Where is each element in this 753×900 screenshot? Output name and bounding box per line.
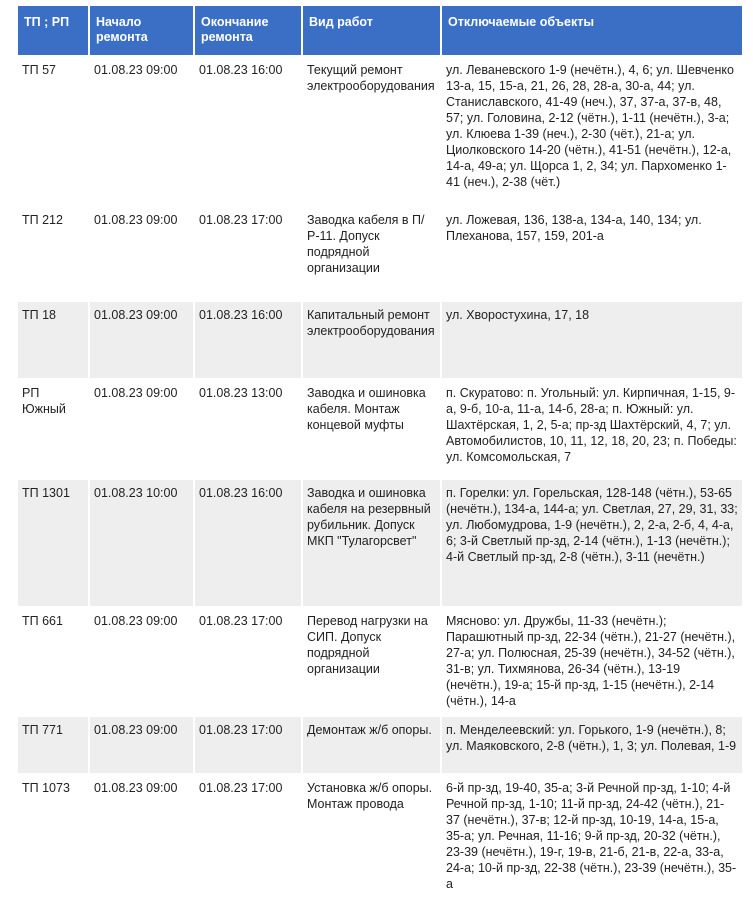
cell-end: 01.08.23 17:00 xyxy=(195,207,301,300)
cell-end: 01.08.23 13:00 xyxy=(195,380,301,478)
table-header xyxy=(18,6,742,55)
cell-start: 01.08.23 09:00 xyxy=(90,717,193,773)
cell-start: 01.08.23 10:00 xyxy=(90,480,193,606)
cell-objects: п. Горелки: ул. Горельская, 128-148 (чётн.), 53-65 (нечётн.), 134-а, 144-а; ул. Светлая, 27, 29, 31, 33; ул. Любомудрова, 1-9 (нечётн.), 2, 2-а, 2-б, 4, 4-а, 6; 3-й Светлый пр-зд, 2-14 (чётн.), 1-13 (нечётн.); 4-й Светлый пр-зд, 2-8 (чётн.), 3-11 (нечётн.) xyxy=(442,480,742,606)
table-row xyxy=(18,480,742,606)
cell-end: 01.08.23 16:00 xyxy=(195,57,301,205)
outage-schedule-table xyxy=(16,4,744,900)
cell-objects: ул. Ложевая, 136, 138-а, 134-а, 140, 134; ул. Плеханова, 157, 159, 201-а xyxy=(442,207,742,300)
cell-work: Заводка и ошиновка кабеля. Монтаж концевой муфты xyxy=(303,380,440,478)
table-row xyxy=(18,608,742,715)
cell-tp: ТП 771 xyxy=(18,717,88,773)
cell-end: 01.08.23 17:00 xyxy=(195,608,301,715)
cell-objects: 6-й пр-зд, 19-40, 35-а; 3-й Речной пр-зд, 1-10; 4-й Речной пр-зд, 1-10; 11-й пр-зд, 24-42 (чётн.), 21-37 (нечётн.), 37-в; 12-й пр-зд, 10-19, 14-а, 15-а, 35-а; ул. Речная, 11-16; 9-й пр-зд, 20-32 (чётн.), 23-39 (нечётн.), 19-г, 19-в, 21-б, 21-в, 22-а, 33-а, 24-а; 10-й пр-зд, 22-38 (чётн.), 23-39 (нечётн.), 35-а xyxy=(442,775,742,898)
header-row xyxy=(18,6,742,55)
cell-objects: п. Скуратово: п. Угольный: ул. Кирпичная, 1-15, 9-а, 9-б, 10-а, 11-а, 14-б, 28-а; п. Южный: ул. Шахтёрская, 1, 2, 5-а; пр-зд Шахтёрский, 4, 7; ул. Автомобилистов, 10, 11, 12, 18, 20, 23; п. Победы: ул. Комсомольская, 7 xyxy=(442,380,742,478)
header-work-type: Вид работ xyxy=(303,6,440,55)
cell-tp: ТП 57 xyxy=(18,57,88,205)
cell-tp: ТП 212 xyxy=(18,207,88,300)
cell-tp: ТП 1073 xyxy=(18,775,88,898)
cell-objects: Мясново: ул. Дружбы, 11-33 (нечётн.); Парашютный пр-зд, 22-34 (чётн.), 21-27 (нечётн.), 27-а; ул. Полюсная, 25-39 (нечётн.), 34-52 (чётн.), 31-в; ул. Тихмянова, 26-34 (чётн.), 13-19 (нечётн.), 19-а; 15-й пр-зд, 1-15 (нечётн.), 2-14 (чётн.), 14-а xyxy=(442,608,742,715)
cell-work: Текущий ремонт электрооборудования xyxy=(303,57,440,205)
cell-tp: ТП 1301 xyxy=(18,480,88,606)
cell-start: 01.08.23 09:00 xyxy=(90,380,193,478)
cell-tp: ТП 18 xyxy=(18,302,88,378)
cell-work: Установка ж/б опоры. Монтаж провода xyxy=(303,775,440,898)
cell-end: 01.08.23 17:00 xyxy=(195,717,301,773)
table-row xyxy=(18,57,742,205)
table-row xyxy=(18,207,742,300)
cell-objects: п. Менделеевский: ул. Горького, 1-9 (нечётн.), 8; ул. Маяковского, 2-8 (чётн.), 1, 3; ул. Полевая, 1-9 xyxy=(442,717,742,773)
cell-objects: ул. Хворостухина, 17, 18 xyxy=(442,302,742,378)
header-tp-rp: ТП ; РП xyxy=(18,6,88,55)
header-end: Окончание ремонта xyxy=(195,6,301,55)
cell-work: Перевод нагрузки на СИП. Допуск подрядной организации xyxy=(303,608,440,715)
table-body xyxy=(18,57,742,898)
header-objects: Отключаемые объекты xyxy=(442,6,742,55)
cell-end: 01.08.23 17:00 xyxy=(195,775,301,898)
table-row xyxy=(18,775,742,898)
cell-end: 01.08.23 16:00 xyxy=(195,480,301,606)
cell-work: Демонтаж ж/б опоры. xyxy=(303,717,440,773)
cell-work: Заводка и ошиновка кабеля на резервный рубильник. Допуск МКП "Тулагорсвет" xyxy=(303,480,440,606)
cell-work: Капитальный ремонт электрооборудования xyxy=(303,302,440,378)
cell-start: 01.08.23 09:00 xyxy=(90,302,193,378)
cell-tp: ТП 661 xyxy=(18,608,88,715)
cell-start: 01.08.23 09:00 xyxy=(90,207,193,300)
table-row xyxy=(18,717,742,773)
cell-work: Заводка кабеля в П/Р-11. Допуск подрядной организации xyxy=(303,207,440,300)
cell-start: 01.08.23 09:00 xyxy=(90,775,193,898)
table-row xyxy=(18,302,742,378)
cell-start: 01.08.23 09:00 xyxy=(90,57,193,205)
header-start: Начало ремонта xyxy=(90,6,193,55)
cell-end: 01.08.23 16:00 xyxy=(195,302,301,378)
cell-start: 01.08.23 09:00 xyxy=(90,608,193,715)
table-row xyxy=(18,380,742,478)
cell-tp: РП Южный xyxy=(18,380,88,478)
cell-objects: ул. Леваневского 1-9 (нечётн.), 4, 6; ул. Шевченко 13-а, 15, 15-а, 21, 26, 28, 28-а, 30-а, 44; ул. Станиславского, 41-49 (неч.), 37, 37-а, 37-в, 48, 57; ул. Головина, 2-12 (чётн.), 1-11 (нечётн.), 3-а; ул. Клюева 1-39 (неч.), 2-30 (чёт.), 21-а; ул. Циолковского 14-20 (чётн.), 41-51 (нечётн.), 12-а, 14-а, 49-а; ул. Щорса 1, 2, 34; ул. Пархоменко 1-41 (неч.), 2-38 (чёт.) xyxy=(442,57,742,205)
